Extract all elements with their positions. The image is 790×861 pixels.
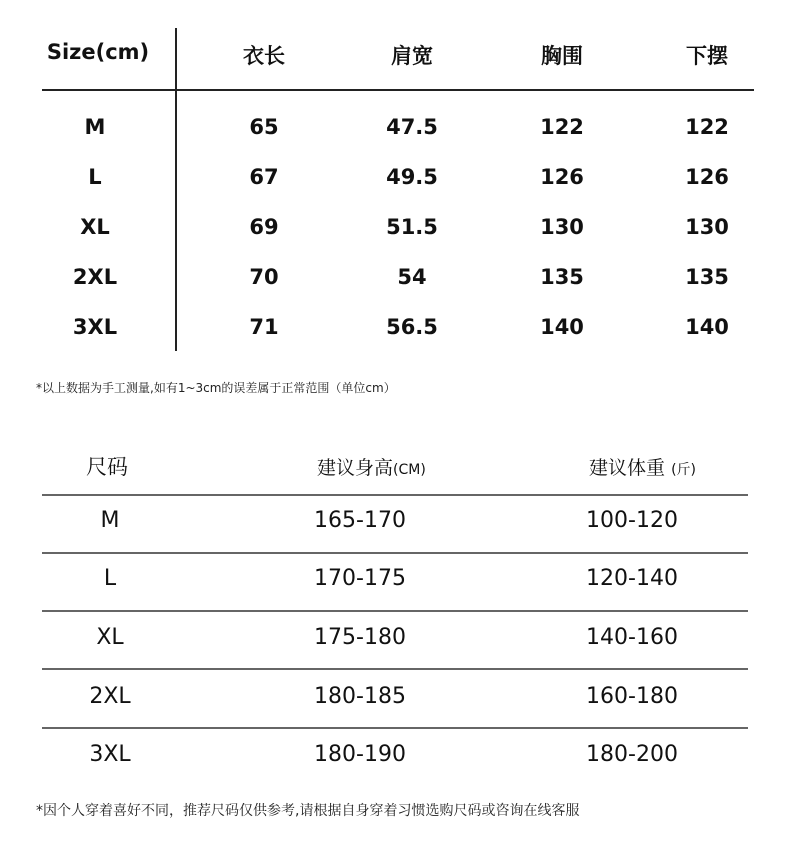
shoulder-cell: 56.5 [386,315,438,339]
header-weight-unit: (斤) [671,462,696,478]
header-chest: 胸围 [541,44,583,68]
size-cell: 3XL [89,742,131,767]
weight-cell: 140-160 [586,625,678,650]
chest-cell: 135 [540,265,584,289]
chest-cell: 126 [540,165,584,189]
header-weight-label: 建议体重 [589,457,666,479]
table2-rule [42,610,748,612]
length-cell: 65 [249,115,279,139]
shoulder-cell: 47.5 [386,115,438,139]
shoulder-cell: 51.5 [386,215,438,239]
header-weight [589,453,696,480]
hem-cell: 126 [685,165,729,189]
height-cell: 170-175 [314,566,406,591]
size-cell: XL [80,215,110,239]
length-cell: 69 [249,215,279,239]
recommendation-note: *因个人穿着喜好不同，推荐尺码仅供参考,请根据自身穿着习惯选购尺码或咨询在线客服 [36,803,580,819]
hem-cell: 135 [685,265,729,289]
height-cell: 180-190 [314,742,406,767]
height-cell: 180-185 [314,684,406,709]
shoulder-cell: 49.5 [386,165,438,189]
size-cell: 2XL [72,265,118,289]
size-cell: L [88,165,102,189]
length-cell: 70 [249,265,279,289]
table1-header-rule [42,89,754,91]
header-height [317,453,426,480]
weight-cell: 180-200 [586,742,678,767]
size-cell: 2XL [89,684,131,709]
measurement-note: *以上数据为手工测量,如有1~3cm的误差属于正常范围（单位cm） [36,381,396,395]
height-cell: 165-170 [314,508,406,533]
chest-cell: 122 [540,115,584,139]
weight-cell: 100-120 [586,508,678,533]
weight-cell: 160-180 [586,684,678,709]
header-size: 尺码 [86,455,128,479]
table1-vertical-divider [175,28,177,351]
chest-cell: 140 [540,315,584,339]
size-cell: L [103,566,117,591]
size-cell: XL [96,625,124,650]
header-length: 衣长 [243,44,285,68]
header-shoulder: 肩宽 [391,44,433,68]
hem-cell: 122 [685,115,729,139]
table2-rule [42,552,748,554]
hem-cell: 130 [685,215,729,239]
length-cell: 67 [249,165,279,189]
height-cell: 175-180 [314,625,406,650]
table2-rule [42,727,748,729]
table2-rule [42,668,748,670]
shoulder-cell: 54 [397,265,427,289]
header-height-unit: (CM) [393,462,426,478]
size-cell: 3XL [72,315,118,339]
hem-cell: 140 [685,315,729,339]
table2-rule [42,494,748,496]
header-height-label: 建议身高 [317,457,394,479]
header-hem: 下摆 [686,44,728,68]
header-size-cm: Size(cm) [46,40,150,64]
length-cell: 71 [249,315,279,339]
size-cell: M [84,115,106,139]
chest-cell: 130 [540,215,584,239]
weight-cell: 120-140 [586,566,678,591]
size-cell: M [100,508,120,533]
